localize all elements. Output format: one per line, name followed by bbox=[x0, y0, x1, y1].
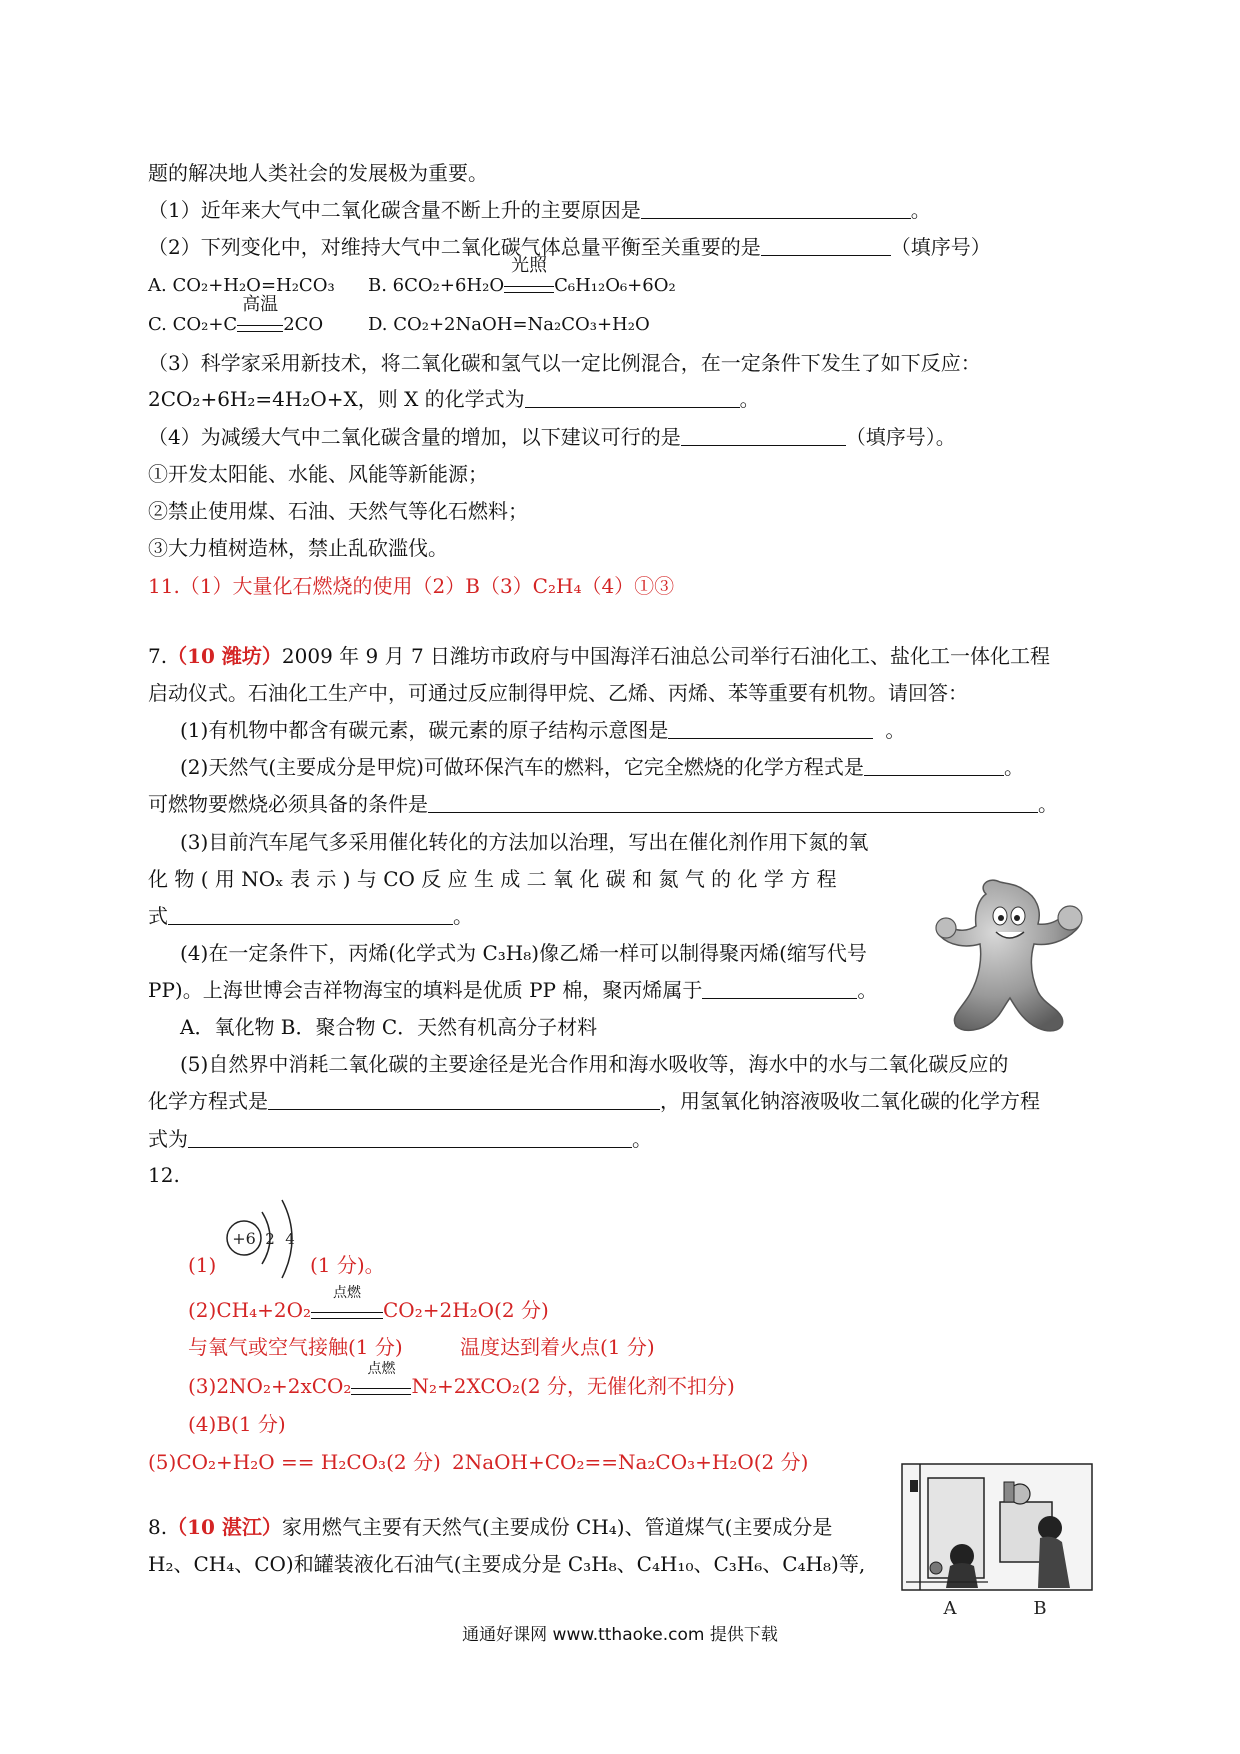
page-footer: 通通好课网 www.tthaoke.com 提供下载 bbox=[462, 1625, 778, 1645]
figure-label-b: B bbox=[1033, 1598, 1047, 1619]
answer-12-a1-score: (1 分)。 bbox=[310, 1253, 385, 1277]
q8-tag: （10 湛江） bbox=[167, 1515, 282, 1539]
intro-line: 题的解决地人类社会的发展极为重要。 bbox=[148, 161, 488, 185]
kitchen-gas-illustration bbox=[900, 1462, 1094, 1620]
q11-item-3: ③大力植树造林，禁止乱砍滥伐。 bbox=[148, 536, 448, 560]
q11-part4-blank[interactable] bbox=[681, 425, 846, 446]
q11-option-c-condition: 高温 bbox=[242, 294, 279, 315]
q8-line2: H₂、CH₄、CO)和罐装液化石油气(主要成分是 C₃H₈、C₄H₁₀、C₃H₆、C₄H₈)等, bbox=[148, 1552, 866, 1576]
q11-part3-text: 2CO₂+6H₂=4H₂O+X，则 X 的化学式为 bbox=[148, 387, 525, 411]
answer-12-a2-arrow bbox=[311, 1285, 383, 1325]
haibao-mascot-image bbox=[930, 872, 1100, 1042]
q7-sub4-line1: (4)在一定条件下，丙烯(化学式为 C₃H₈)像乙烯一样可以制得聚丙烯(缩写代号 bbox=[180, 941, 867, 965]
shell-2-electrons: 4 bbox=[285, 1230, 295, 1248]
answer-12-a3-arrow bbox=[351, 1361, 411, 1401]
answer-12-a3-right: N₂+2XCO₂(2 分，无催化剂不扣分) bbox=[411, 1374, 735, 1398]
q11-part2 bbox=[148, 234, 991, 260]
q7-sub5-mid: ，用氢氧化钠溶液吸收二氧化碳的化学方程 bbox=[660, 1089, 1040, 1113]
q7-sub1-text: (1)有机物中都含有碳元素，碳元素的原子结构示意图是 bbox=[180, 718, 669, 742]
q7-sub3-line1: (3)目前汽车尾气多采用催化转化的方法加以治理，写出在催化剂作用下氮的氧 bbox=[180, 830, 869, 854]
q11-option-c-right: 2CO bbox=[283, 314, 324, 335]
q11-option-b-left: B. 6CO₂+6H₂O bbox=[368, 275, 505, 296]
q8-number: 8. bbox=[148, 1515, 168, 1539]
q11-part2-text: （2）下列变化中，对维持大气中二氧化碳气体总量平衡至关重要的是 bbox=[148, 235, 761, 259]
q7-sub3-end: 。 bbox=[453, 904, 473, 928]
q7-sub5-blank-1[interactable] bbox=[268, 1089, 660, 1110]
q7-sub2-blank[interactable] bbox=[864, 755, 1004, 776]
q7-sub5-line2 bbox=[148, 1088, 1040, 1114]
q7-line1 bbox=[148, 643, 1050, 669]
answer-12-a2 bbox=[188, 1285, 549, 1325]
q11-part2-end: （填序号） bbox=[890, 235, 991, 259]
q7-sub5-line3 bbox=[148, 1126, 652, 1152]
q7-sub3-text: 式 bbox=[148, 904, 168, 928]
answer-12-a1-label: (1) bbox=[188, 1253, 217, 1277]
q7-tag: （10 潍坊） bbox=[167, 644, 282, 668]
q7-sub3-line3 bbox=[148, 903, 473, 929]
q7-sub4-options: A．氧化物 B．聚合物 C．天然有机高分子材料 bbox=[180, 1015, 598, 1039]
q11-option-b-arrow bbox=[504, 255, 554, 301]
q7-line1-text: 2009 年 9 月 7 日潍坊市政府与中国海洋石油总公司举行石油化工、盐化工一体化工程 bbox=[281, 644, 1051, 668]
q11-option-b-right: C₆H₁₂O₆+6O₂ bbox=[554, 275, 676, 296]
q7-sub5-blank-2[interactable] bbox=[188, 1127, 632, 1148]
q7-sub5-line1: (5)自然界中消耗二氧化碳的主要途径是光合作用和海水吸收等，海水中的水与二氧化碳反应的 bbox=[180, 1052, 1009, 1076]
q11-option-b-condition: 光照 bbox=[511, 255, 548, 276]
carbon-atom-structure-diagram bbox=[222, 1198, 312, 1284]
q7-line2: 启动仪式。石油化工生产中，可通过反应制得甲烷、乙烯、丙烯、苯等重要有机物。请回答： bbox=[148, 681, 968, 705]
answer-12-a3 bbox=[188, 1361, 735, 1401]
q7-sub5-end: 。 bbox=[632, 1127, 652, 1151]
q7-sub4-line2 bbox=[148, 977, 877, 1003]
nucleus-label: +6 bbox=[232, 1229, 256, 1248]
q7-sub2-text: (2)天然气(主要成分是甲烷)可做环保汽车的燃料，它完全燃烧的化学方程式是 bbox=[180, 755, 864, 779]
q11-part3-line2 bbox=[148, 386, 760, 412]
q11-answer: 11.（1）大量化石燃烧的使用（2）B（3）C₂H₄（4）①③ bbox=[148, 574, 675, 598]
q11-option-a: A. CO₂+H₂O=H₂CO₃ bbox=[148, 275, 335, 296]
q11-part3-line1: （3）科学家采用新技术，将二氧化碳和氢气以一定比例混合，在一定条件下发生了如下反应： bbox=[148, 351, 981, 375]
q7-sub2-end: 。 bbox=[1003, 755, 1024, 779]
answer-12-a5-1: (5)CO₂+H₂O == H₂CO₃(2 分) bbox=[148, 1450, 441, 1474]
answer-12-a2b-1: 与氧气或空气接触(1 分) bbox=[188, 1335, 403, 1359]
answer-12-a4: (4)B(1 分) bbox=[188, 1412, 286, 1436]
answer-12-number: 12. bbox=[148, 1163, 180, 1187]
q7-sub2 bbox=[180, 754, 1024, 780]
q7-sub3-blank[interactable] bbox=[168, 904, 453, 925]
q11-option-b bbox=[368, 255, 676, 301]
q8-line1-text: 家用燃气主要有天然气(主要成份 CH₄)、管道煤气(主要成分是 bbox=[281, 1515, 833, 1539]
q11-option-c-left: C. CO₂+C bbox=[148, 314, 238, 335]
answer-12-a3-condition: 点燃 bbox=[367, 1361, 396, 1377]
q11-item-2: ②禁止使用煤、石油、天然气等化石燃料； bbox=[148, 499, 528, 523]
q7-sub2b-end: 。 bbox=[1038, 792, 1058, 816]
q7-sub4-end: 。 bbox=[857, 978, 878, 1002]
q11-part3-blank[interactable] bbox=[525, 387, 740, 408]
q11-item-1: ①开发太阳能、水能、风能等新能源； bbox=[148, 462, 488, 486]
q7-sub5-text-2: 式为 bbox=[148, 1127, 188, 1151]
answer-12-a2-condition: 点燃 bbox=[333, 1285, 361, 1301]
q7-sub5-text: 化学方程式是 bbox=[148, 1089, 268, 1113]
q7-sub4-text: PP)。上海世博会吉祥物海宝的填料是优质 PP 棉，聚丙烯属于 bbox=[148, 978, 703, 1002]
q7-sub3-line2: 化 物 ( 用 NOₓ 表 示 ) 与 CO 反 应 生 成 二 氧 化 碳 和 氮 气 的 化 学 方 程 bbox=[148, 867, 837, 891]
q11-part4-text: （4）为减缓大气中二氧化碳含量的增加，以下建议可行的是 bbox=[148, 425, 681, 449]
answer-12-a3-left: (3)2NO₂+2xCO₂ bbox=[188, 1374, 352, 1398]
q7-sub2b bbox=[148, 791, 1058, 817]
q11-part1-end: 。 bbox=[910, 198, 931, 222]
q11-part1-text: （1）近年来大气中二氧化碳含量不断上升的主要原因是 bbox=[148, 198, 641, 222]
q11-part1-blank[interactable] bbox=[641, 198, 911, 219]
q7-sub2b-text: 可燃物要燃烧必须具备的条件是 bbox=[148, 792, 428, 816]
q7-sub1 bbox=[180, 717, 905, 743]
answer-12-a5-2: 2NaOH+CO₂==Na₂CO₃+H₂O(2 分) bbox=[452, 1450, 809, 1474]
q11-part2-blank[interactable] bbox=[761, 235, 891, 256]
shell-1-electrons: 2 bbox=[265, 1230, 275, 1248]
q7-sub1-end: 。 bbox=[885, 718, 906, 742]
q11-option-d: D. CO₂+2NaOH=Na₂CO₃+H₂O bbox=[368, 314, 650, 335]
q11-option-c bbox=[148, 294, 324, 340]
q7-sub2b-blank[interactable] bbox=[428, 792, 1038, 813]
q8-line1 bbox=[148, 1514, 832, 1540]
q7-sub4-blank[interactable] bbox=[702, 978, 857, 999]
answer-12-a2b-2: 温度达到着火点(1 分) bbox=[460, 1335, 655, 1359]
q11-option-c-arrow bbox=[237, 294, 283, 340]
answer-12-a2-left: (2)CH₄+2O₂ bbox=[188, 1298, 311, 1322]
q11-part3-end: 。 bbox=[739, 387, 760, 411]
q11-part4-end: （填序号）。 bbox=[845, 425, 956, 449]
q7-number: 7. bbox=[148, 644, 168, 668]
q11-part4 bbox=[148, 424, 956, 450]
q7-sub1-blank[interactable] bbox=[668, 718, 873, 739]
figure-label-a: A bbox=[943, 1598, 957, 1619]
q11-part1 bbox=[148, 197, 931, 223]
answer-12-a2-right: CO₂+2H₂O(2 分) bbox=[383, 1298, 549, 1322]
